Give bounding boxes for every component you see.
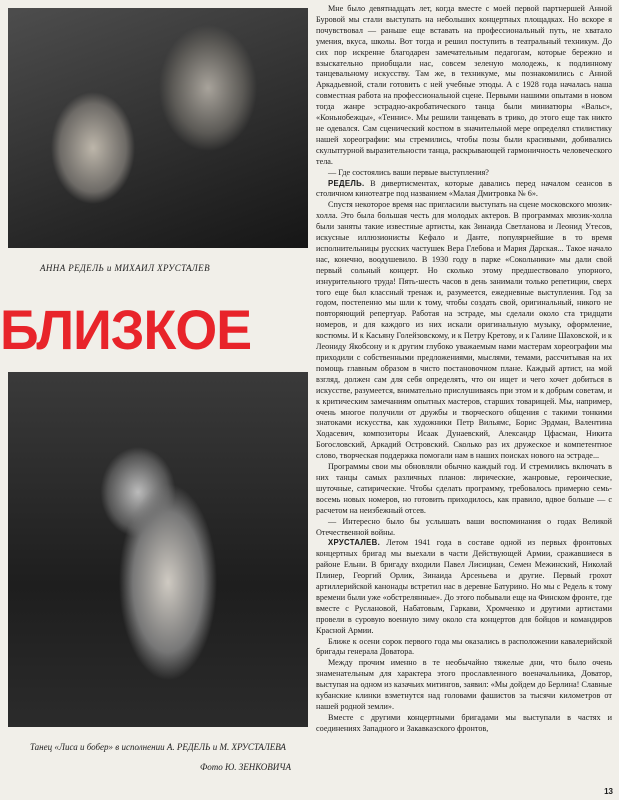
article-headline: БЛИЗКОЕ: [0, 300, 252, 360]
article-paragraph: Вместе с другими концертными бригадами мы выступали в частях и соединениях Западного и Закавказского фронтов,: [316, 712, 612, 733]
interviewer-question: — Где состоялись ваши первые выступления?: [328, 167, 489, 177]
photo-redel-khrustalev-portrait: [8, 8, 308, 248]
article-paragraph: Между прочим именно в те необычайно тяжелые дни, что было очень знаменательным для характера этого прославленного военачальника, Доватор, выступая на одном из казачьих митингов, заявил: «Мы дойдем до Берлина! Славные кубанские клинки взметнутся над головами фашистов за тысячи километров от нашей родной земли».: [316, 658, 612, 711]
paragraph-text: Летом 1941 года в составе одной из первых фронтовых концертных бригад мы выехали в части Действующей Армии, сражавшиеся в районе Ельни. В бригаду входили Павел Лисициан, Семен Межинский, Николай Плинер, Георгий Орлик, Зинаида Арсеньева и другие. Первый грохот артиллерийской канонады встретил нас в деревне Батурино. Но мы с Редель к тому времени были уже «обстрелянные». До этого побывали еще на Финском фронте, где вместе с Руслановой, Набатовым, Гаркави, Хромченко и другими артистами провели в суровую военную зиму около ста концертов для бойцов и командиров Красной Армии.: [316, 538, 612, 635]
interviewer-question: — Интересно было бы услышать ваши воспоминания о годах Великой Отечественной войны.: [316, 516, 612, 537]
article-paragraph: Ближе к осени сорок первого года мы оказались в расположении кавалерийской бригады генерала Доватора.: [316, 636, 612, 657]
page-number: 13: [604, 787, 613, 796]
article-paragraph: Программы свои мы обновляли обычно каждый год. И стремились включать в них танцы самых различных планов: лирические, жанровые, героические, шуточные, сатирические. Чтобы сделать программу, требовалось примерно семь-восемь новых номеров, но готовить приходилось, как правило, вдвое больше — с расчетом на неизбежный отсев.: [316, 462, 612, 515]
article-paragraph: Мне было девятнадцать лет, когда вместе с моей первой партнершей Анной Буровой мы стали выступать на небольших концертных площадках. Но вскоре я почувствовал — раньше еще вставать на профессиональный путь, не хватало умения, вкуса, школы. Вот тогда и решил поступить в театральный техникум. До сих пор искренне благодарен замечательным педагогам, которые бережно и взыскательно приобщали нас, совсем зеленую молодежь, к подлинному танцевальному искусству. Там же, в техникуме, мы познакомились с Анной Аркадьевной, стали готовить с ней учебные этюды. А с 1928 года началась наша совместная работа на профессиональной сцене. Первыми нашими опытами в новом тогда жанре эстрадно-акробатического танца были миниатюры «Вальс», «Коньнобежцы», «Теннис». Мы решили танцевать в трико, до этого еще так никто не одевался. Сам сценический костюм в значительной мере определял стилистику нашей хореографии: мы стремились, чтобы позы были красивыми, добивались скульптурной выразительности танца, раскрывающей гармоничность человеческого тела.: [316, 4, 612, 166]
speaker-label: РЕДЕЛЬ.: [328, 178, 365, 188]
article-paragraph: Спустя некоторое время нас пригласили выступать на сцене московского мюзик-холла. Это была большая честь для молодых актеров. В программах мюзик-холла были заняты такие известные артисты, как Зинаида Светланова и Леонид Утесов, искусные иллюзионисты Кефало и Данте, популярнейшие в то время исполнительницы русских частушек Вера Глебова и Мария Дарская... Такое начало нас, конечно, воодушевило. В 1930 году в парке «Сокольники» мы дали свой первый сольный концерт. Но сколько этому предшествовало упорного, изнурительного труда! Пять-шесть часов в день занимали только репетиции, сверх того еще был классный тренаж и, разумеется, ежедневные выступления. Год за годом, постепенно мы шли к тому, чтобы создать свой, оригинальный, никого не повторяющий репертуар. Работая на эстраде, мы сделали около ста тридцати номеров, и для каждого из них искали оригинальную музыку, оформление, костюмы. И к Касьяну Голейзовскому, и к Петру Кретову, и к Галине Шаховской, и к Леониду Якобсону и к другим глубоко уважаемым нами мастерам хореографии мы приходили с собственными предложениями, мыслями, темами, рассчитывая на их помощь главным образом в чисто постановочном плане. Каждый артист, на мой взгляд, должен сам для себя определять, что он ищет и чего хочет добиться в искусстве, разумеется, внимательно прислушиваясь при этом и к добрым советам, и к критическим замечаниям опытных мастеров, старших товарищей. Мы, например, очень многое получили от дружбы и творческого общения с такими тонкими знатоками искусства, как художники Петр Вильямс, Борис Эрдман, Валентина Ходасевич, композиторы Исаак Дунаевский, Александр Цфасман, Никита Богословский, Аркадий Островский. Сколько раз их дружеское и компетентное слово, творческая поддержка помогали нам в наших поисках нового на эстраде...: [316, 200, 612, 461]
photo-caption-bottom: Танец «Лиса и бобер» в исполнении А. РЕДЕЛЬ и М. ХРУСТАЛЕВА: [30, 742, 286, 752]
photo-dance-fox-and-beaver: [8, 372, 308, 727]
article-body: [316, 4, 612, 794]
photo-caption-top: АННА РЕДЕЛЬ и МИХАИЛ ХРУСТАЛЕВ: [40, 263, 210, 273]
speaker-label: ХРУСТАЛЕВ.: [328, 538, 381, 548]
paragraph-text: В дивертисментах, которые давались перед началом сеансов в столичном кинотеатре под названием «Малая Дмитровка № 6».: [316, 178, 612, 199]
photo-credit: Фото Ю. ЗЕНКОВИЧА: [200, 762, 291, 772]
article-paragraph: [316, 538, 612, 636]
article-paragraph: [316, 179, 612, 201]
